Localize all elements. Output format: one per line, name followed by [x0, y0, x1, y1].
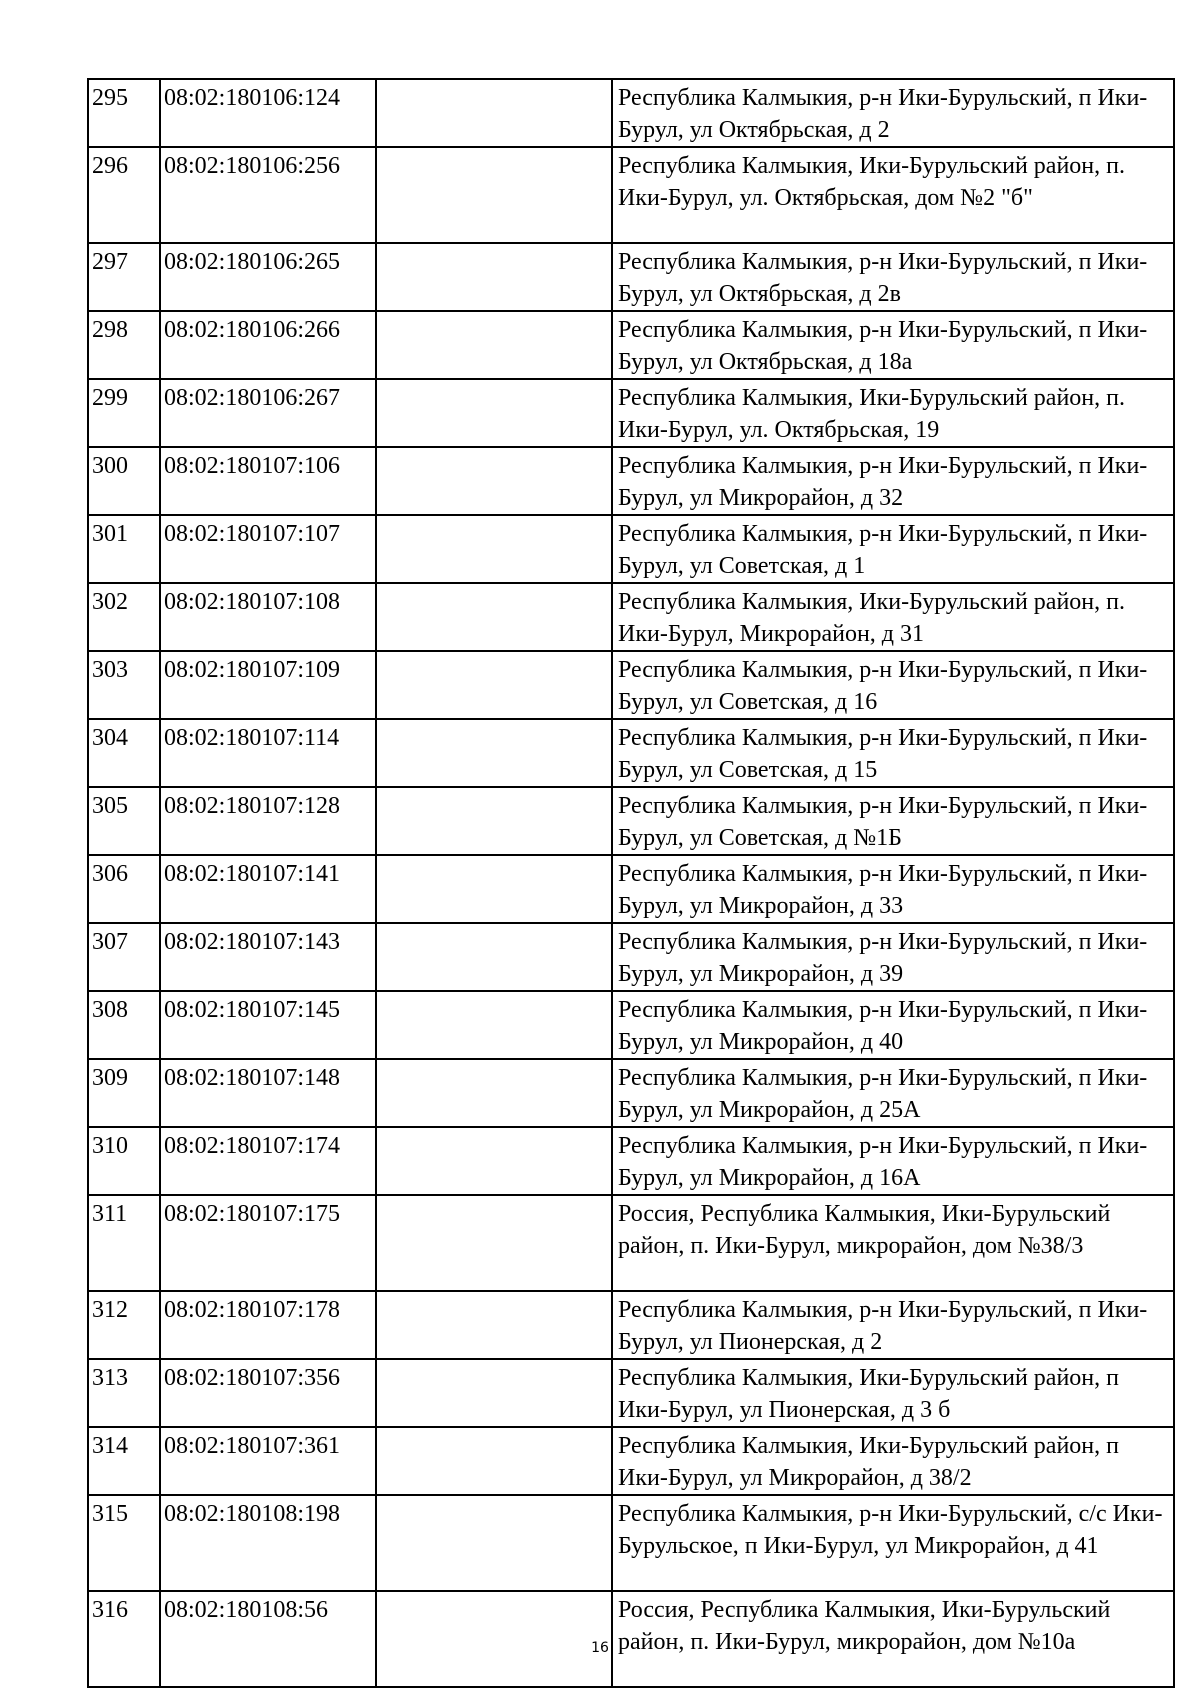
empty-cell	[376, 1359, 612, 1427]
page-number: 16	[591, 1640, 609, 1656]
row-number-cell: 302	[88, 583, 160, 651]
cadastral-number-cell: 08:02:180107:109	[160, 651, 376, 719]
table-row	[88, 651, 1174, 719]
address-cell: Россия, Республика Калмыкия, Ики-Бурульский район, п. Ики-Бурул, микрорайон, дом №10а	[612, 1591, 1174, 1687]
empty-cell	[376, 311, 612, 379]
table-row	[88, 855, 1174, 923]
table-row	[88, 79, 1174, 147]
empty-cell	[376, 515, 612, 583]
empty-cell	[376, 147, 612, 243]
row-number-cell: 295	[88, 79, 160, 147]
empty-cell	[376, 787, 612, 855]
address-cell: Республика Калмыкия, Ики-Бурульский район, п. Ики-Бурул, ул. Октябрьская, 19	[612, 379, 1174, 447]
empty-cell	[376, 379, 612, 447]
cadastral-number-cell: 08:02:180108:56	[160, 1591, 376, 1687]
cadastral-number-cell: 08:02:180106:265	[160, 243, 376, 311]
table-row	[88, 311, 1174, 379]
cadastral-number-cell: 08:02:180106:256	[160, 147, 376, 243]
table-row	[88, 447, 1174, 515]
address-cell: Республика Калмыкия, р-н Ики-Бурульский, п Ики-Бурул, ул Микрорайон, д 32	[612, 447, 1174, 515]
address-cell: Республика Калмыкия, р-н Ики-Бурульский, п Ики-Бурул, ул Микрорайон, д 40	[612, 991, 1174, 1059]
address-cell: Республика Калмыкия, Ики-Бурульский район, п Ики-Бурул, ул Микрорайон, д 38/2	[612, 1427, 1174, 1495]
cadastral-number-cell: 08:02:180107:178	[160, 1291, 376, 1359]
row-number-cell: 305	[88, 787, 160, 855]
address-cell: Республика Калмыкия, р-н Ики-Бурульский, п Ики-Бурул, ул Советская, д 16	[612, 651, 1174, 719]
address-cell: Республика Калмыкия, р-н Ики-Бурульский, п Ики-Бурул, ул Микрорайон, д 16А	[612, 1127, 1174, 1195]
row-number-cell: 316	[88, 1591, 160, 1687]
cadastral-number-cell: 08:02:180107:106	[160, 447, 376, 515]
address-cell: Республика Калмыкия, р-н Ики-Бурульский, с/с Ики-Бурульское, п Ики-Бурул, ул Микрорайон, д 41	[612, 1495, 1174, 1591]
table-row	[88, 243, 1174, 311]
row-number-cell: 315	[88, 1495, 160, 1591]
table-row	[88, 583, 1174, 651]
empty-cell	[376, 1495, 612, 1591]
table-row	[88, 1059, 1174, 1127]
cadastral-number-cell: 08:02:180107:141	[160, 855, 376, 923]
row-number-cell: 303	[88, 651, 160, 719]
empty-cell	[376, 719, 612, 787]
table-row	[88, 719, 1174, 787]
row-number-cell: 306	[88, 855, 160, 923]
empty-cell	[376, 583, 612, 651]
cadastral-number-cell: 08:02:180107:108	[160, 583, 376, 651]
address-cell: Республика Калмыкия, р-н Ики-Бурульский, п Ики-Бурул, ул Микрорайон, д 25А	[612, 1059, 1174, 1127]
empty-cell	[376, 991, 612, 1059]
cadastral-number-cell: 08:02:180107:145	[160, 991, 376, 1059]
empty-cell	[376, 1059, 612, 1127]
empty-cell	[376, 447, 612, 515]
row-number-cell: 310	[88, 1127, 160, 1195]
table-row	[88, 379, 1174, 447]
row-number-cell: 307	[88, 923, 160, 991]
address-cell: Республика Калмыкия, р-н Ики-Бурульский, п Ики-Бурул, ул Советская, д 1	[612, 515, 1174, 583]
table-row	[88, 1291, 1174, 1359]
cadastral-number-cell: 08:02:180107:356	[160, 1359, 376, 1427]
cadastral-number-cell: 08:02:180107:143	[160, 923, 376, 991]
empty-cell	[376, 1291, 612, 1359]
row-number-cell: 311	[88, 1195, 160, 1291]
row-number-cell: 297	[88, 243, 160, 311]
empty-cell	[376, 243, 612, 311]
row-number-cell: 313	[88, 1359, 160, 1427]
address-cell: Республика Калмыкия, р-н Ики-Бурульский, п Ики-Бурул, ул Октябрьская, д 2в	[612, 243, 1174, 311]
table-row	[88, 991, 1174, 1059]
cadastral-table	[87, 78, 1175, 1688]
table-row	[88, 147, 1174, 243]
empty-cell	[376, 79, 612, 147]
row-number-cell: 298	[88, 311, 160, 379]
empty-cell	[376, 1427, 612, 1495]
cadastral-number-cell: 08:02:180107:128	[160, 787, 376, 855]
cadastral-number-cell: 08:02:180107:114	[160, 719, 376, 787]
address-cell: Республика Калмыкия, Ики-Бурульский район, п. Ики-Бурул, Микрорайон, д 31	[612, 583, 1174, 651]
address-cell: Республика Калмыкия, Ики-Бурульский район, п. Ики-Бурул, ул. Октябрьская, дом №2 "б"	[612, 147, 1174, 243]
table-row	[88, 1195, 1174, 1291]
cadastral-number-cell: 08:02:180107:361	[160, 1427, 376, 1495]
address-cell: Республика Калмыкия, р-н Ики-Бурульский, п Ики-Бурул, ул Октябрьская, д 18а	[612, 311, 1174, 379]
table-row	[88, 515, 1174, 583]
row-number-cell: 314	[88, 1427, 160, 1495]
cadastral-number-cell: 08:02:180106:267	[160, 379, 376, 447]
address-cell: Республика Калмыкия, Ики-Бурульский район, п Ики-Бурул, ул Пионерская, д 3 б	[612, 1359, 1174, 1427]
table-row	[88, 1359, 1174, 1427]
table-row	[88, 1495, 1174, 1591]
empty-cell	[376, 651, 612, 719]
empty-cell	[376, 1127, 612, 1195]
cadastral-number-cell: 08:02:180107:175	[160, 1195, 376, 1291]
address-cell: Республика Калмыкия, р-н Ики-Бурульский, п Ики-Бурул, ул Советская, д 15	[612, 719, 1174, 787]
cadastral-number-cell: 08:02:180108:198	[160, 1495, 376, 1591]
cadastral-number-cell: 08:02:180107:107	[160, 515, 376, 583]
table-row	[88, 787, 1174, 855]
address-cell: Республика Калмыкия, р-н Ики-Бурульский, п Ики-Бурул, ул Микрорайон, д 39	[612, 923, 1174, 991]
row-number-cell: 304	[88, 719, 160, 787]
address-cell: Республика Калмыкия, р-н Ики-Бурульский, п Ики-Бурул, ул Октябрьская, д 2	[612, 79, 1174, 147]
empty-cell	[376, 855, 612, 923]
table-row	[88, 1427, 1174, 1495]
table-row	[88, 923, 1174, 991]
empty-cell	[376, 1195, 612, 1291]
table-row	[88, 1127, 1174, 1195]
cadastral-number-cell: 08:02:180106:124	[160, 79, 376, 147]
table-body	[88, 79, 1174, 1687]
row-number-cell: 308	[88, 991, 160, 1059]
cadastral-number-cell: 08:02:180107:148	[160, 1059, 376, 1127]
row-number-cell: 296	[88, 147, 160, 243]
address-cell: Россия, Республика Калмыкия, Ики-Бурульский район, п. Ики-Бурул, микрорайон, дом №38/3	[612, 1195, 1174, 1291]
row-number-cell: 312	[88, 1291, 160, 1359]
row-number-cell: 300	[88, 447, 160, 515]
row-number-cell: 301	[88, 515, 160, 583]
row-number-cell: 299	[88, 379, 160, 447]
cadastral-number-cell: 08:02:180106:266	[160, 311, 376, 379]
address-cell: Республика Калмыкия, р-н Ики-Бурульский, п Ики-Бурул, ул Пионерская, д 2	[612, 1291, 1174, 1359]
row-number-cell: 309	[88, 1059, 160, 1127]
cadastral-number-cell: 08:02:180107:174	[160, 1127, 376, 1195]
empty-cell	[376, 923, 612, 991]
address-cell: Республика Калмыкия, р-н Ики-Бурульский, п Ики-Бурул, ул Микрорайон, д 33	[612, 855, 1174, 923]
address-cell: Республика Калмыкия, р-н Ики-Бурульский, п Ики-Бурул, ул Советская, д №1Б	[612, 787, 1174, 855]
